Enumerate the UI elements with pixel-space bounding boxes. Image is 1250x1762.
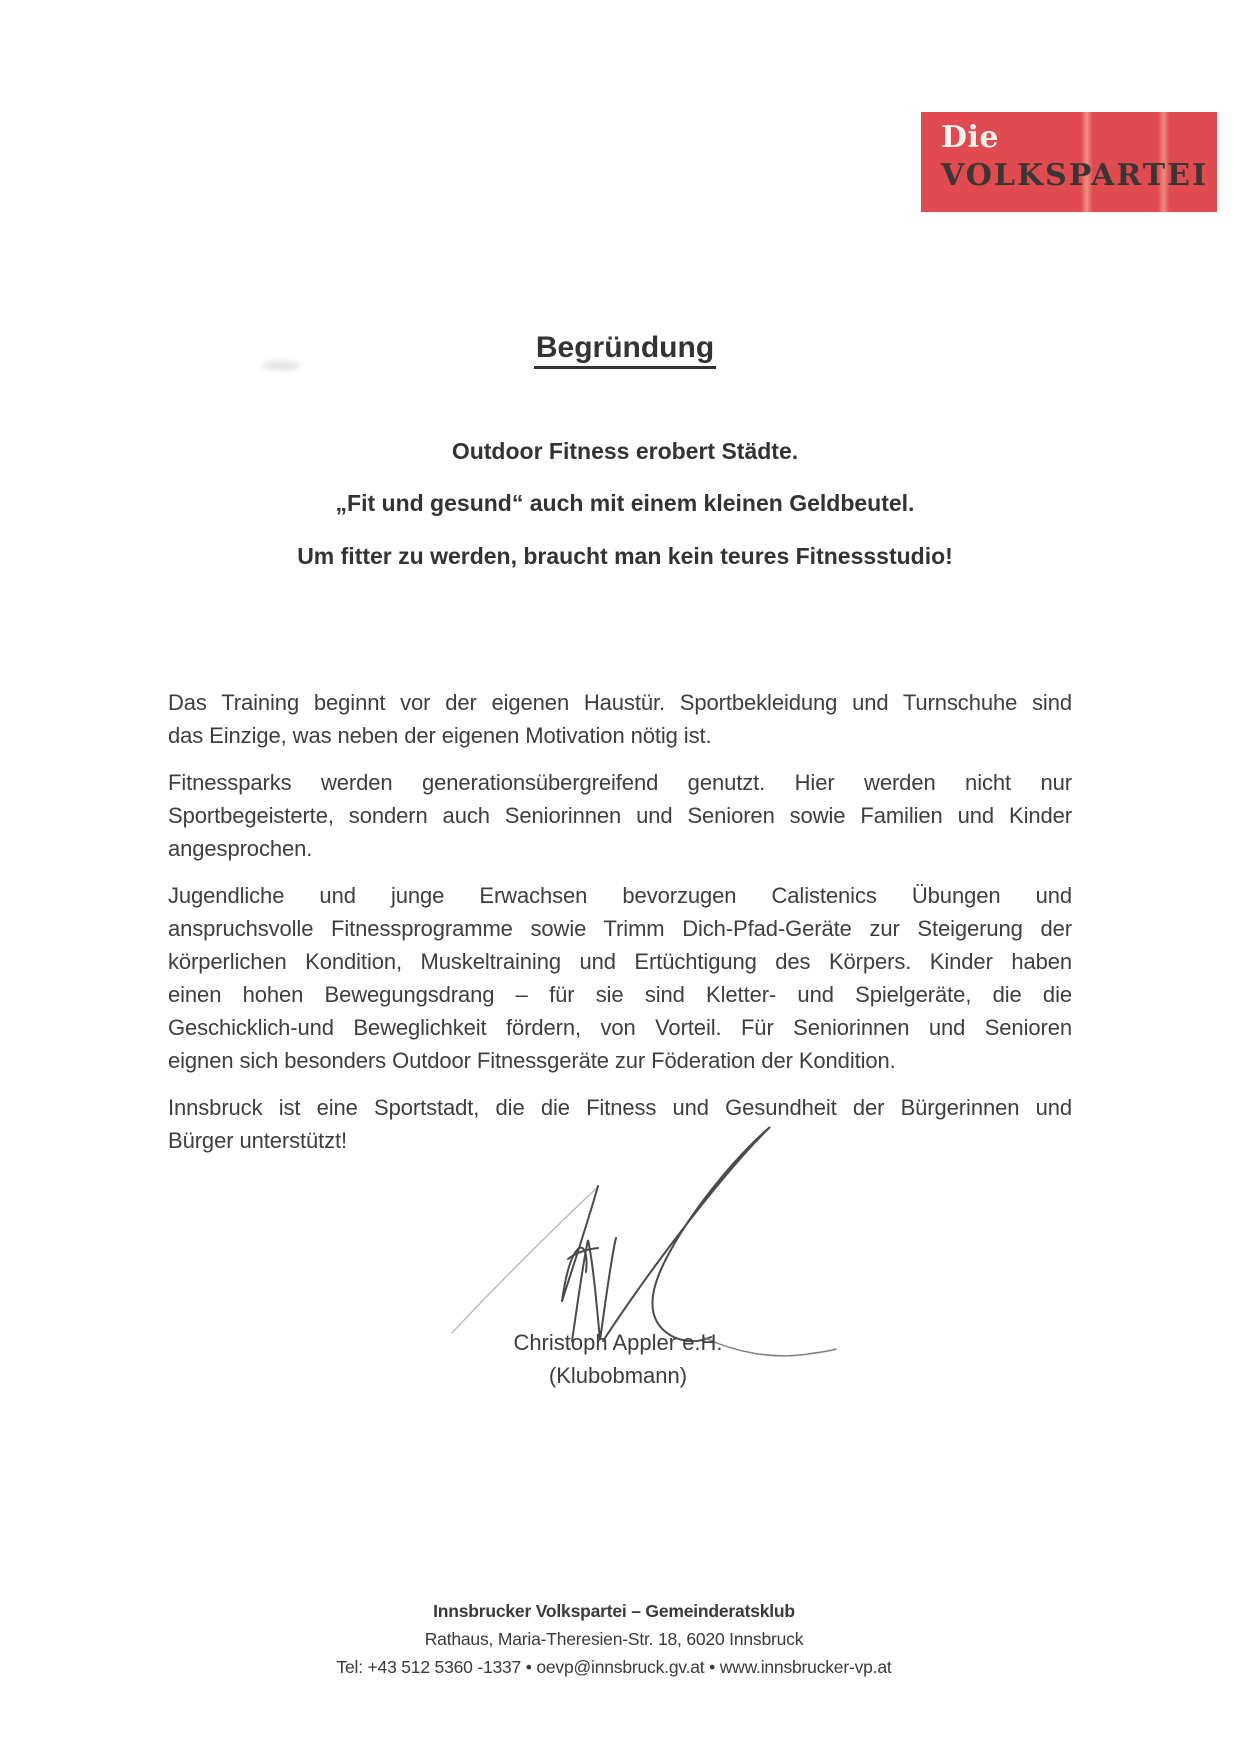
logo-text-die: Die — [941, 120, 999, 155]
volkspartei-logo — [921, 112, 1217, 212]
footer-contact: Tel: +43 512 5360 -1337 • oevp@innsbruck.gv.at • www.innsbrucker-vp.at — [336, 1657, 892, 1677]
text-line: Sportbegeisterte, sondern auch Seniorinnen und Senioren sowie Familien und Kinder — [168, 803, 1072, 828]
page-title — [0, 331, 1250, 365]
text-line: das Einzige, was neben der eigenen Motivation nötig ist. — [168, 723, 712, 748]
paragraph-3 — [168, 879, 1072, 1077]
paragraph-1 — [168, 686, 1072, 752]
text-line: Fitnessparks werden generationsübergreifend genutzt. Hier werden nicht nur — [168, 770, 1072, 795]
text-line: Innsbruck ist eine Sportstadt, die die Fitness und Gesundheit der Bürgerinnen und — [168, 1095, 1072, 1120]
logo-text-volkspartei: VOLKSPARTEI — [941, 158, 1208, 193]
paragraph-2 — [168, 766, 1072, 865]
text-line: Das Training beginnt vor der eigenen Haustür. Sportbekleidung und Turnschuhe sind — [168, 690, 1072, 715]
text-line: Geschicklich-und Beweglichkeit fördern, von Vorteil. Für Seniorinnen und Senioren — [168, 1015, 1072, 1040]
signer-block — [0, 1330, 1236, 1389]
text-line: Bürger unterstützt! — [168, 1128, 348, 1153]
footer-address: Rathaus, Maria-Theresien-Str. 18, 6020 Innsbruck — [424, 1629, 804, 1649]
subtitle-line-2: „Fit und gesund“ auch mit einem kleinen Geldbeutel. — [335, 490, 915, 516]
text-line: anspruchsvolle Fitnessprogramme sowie Trimm Dich-Pfad-Geräte zur Steigerung der — [168, 916, 1072, 941]
text-line: eignen sich besonders Outdoor Fitnessgeräte zur Föderation der Kondition. — [168, 1048, 896, 1073]
signer-role: (Klubobmann) — [548, 1363, 688, 1388]
footer-organization: Innsbrucker Volkspartei – Gemeinderatsklub — [433, 1601, 795, 1621]
signer-name: Christoph Appler e.H. — [513, 1330, 723, 1355]
subtitle-line-3: Um fitter zu werden, braucht man kein teures Fitnessstudio! — [297, 543, 953, 569]
footer — [0, 1597, 1228, 1681]
page-title-text: Begründung — [534, 331, 716, 369]
text-line: Jugendliche und junge Erwachsen bevorzugen Calistenics Übungen und — [168, 883, 1072, 908]
subtitle-line-1: Outdoor Fitness erobert Städte. — [451, 438, 799, 464]
text-line: einen hohen Bewegungsdrang – für sie sind Kletter- und Spielgeräte, die die — [168, 982, 1072, 1007]
text-line: körperlichen Kondition, Muskeltraining und Ertüchtigung des Körpers. Kinder haben — [168, 949, 1072, 974]
text-line: angesprochen. — [168, 836, 313, 861]
